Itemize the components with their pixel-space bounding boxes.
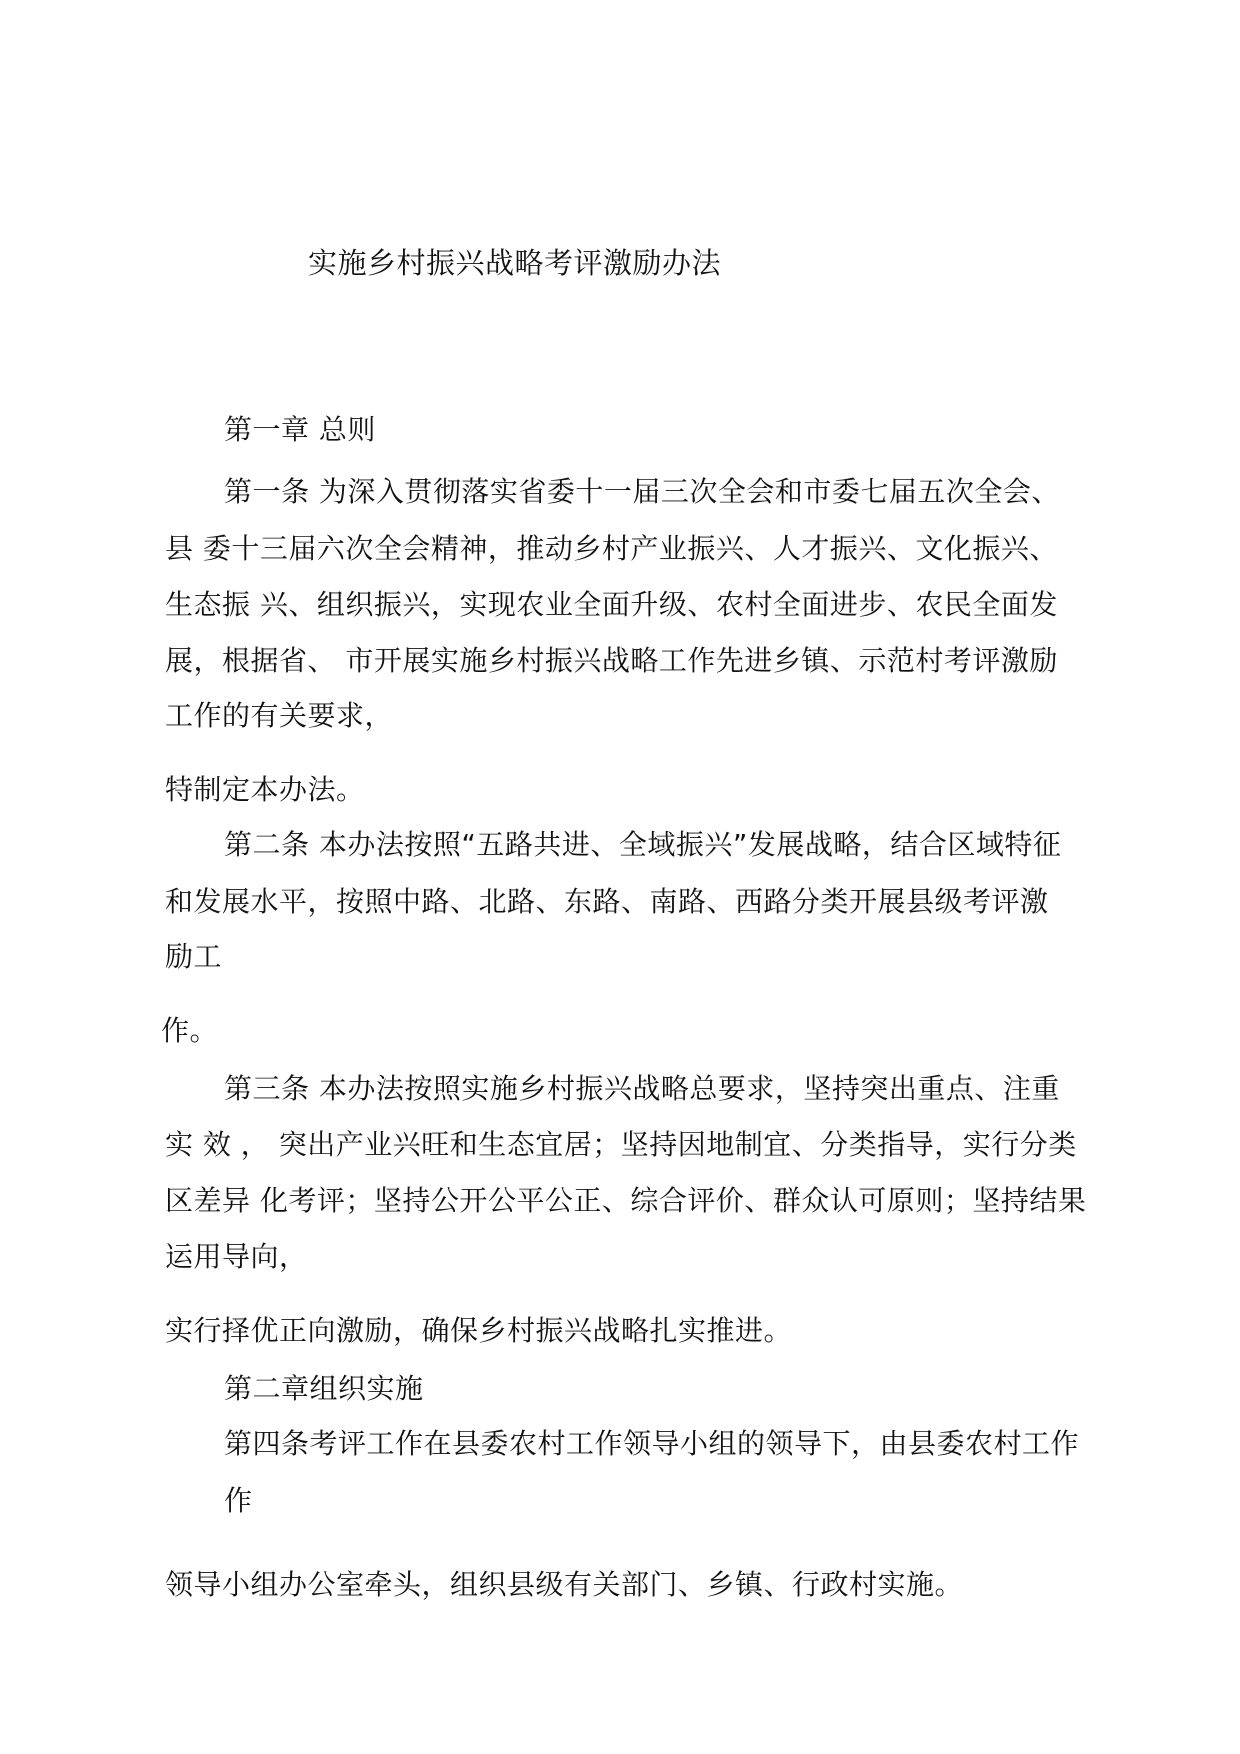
chapter-2-heading: 第二章组织实施 [224, 1372, 424, 1405]
paragraph-line: 和发展水平，按照中路、北路、东路、南路、西路分类开展县级考评激 [165, 885, 1049, 918]
paragraph-line: 区差异 化考评；坚持公开公平公正、综合评价、群众认可原则；坚持结果 [165, 1184, 1087, 1217]
paragraph-line: 运用导向， [165, 1240, 308, 1273]
paragraph-line: 作 [224, 1484, 253, 1517]
paragraph-line: 特制定本办法。 [165, 773, 365, 806]
paragraph-line: 工作的有关要求， [165, 699, 394, 732]
paragraph-line: 实 效 ， 突出产业兴旺和生态宜居；坚持因地制宜、分类指导，实行分类 [165, 1128, 1077, 1161]
paragraph-line: 第四条考评工作在县委农村工作领导小组的领导下，由县委农村工作 [224, 1427, 1080, 1460]
paragraph-line: 第一条 为深入贯彻落实省委十一届三次全会和市委七届五次全会、 [224, 475, 1060, 508]
document-title: 实施乡村振兴战略考评激励办法 [308, 246, 722, 280]
chapter-1-heading: 第一章 总则 [224, 413, 376, 446]
paragraph-line: 县 委十三届六次全会精神，推动乡村产业振兴、人才振兴、文化振兴、 [165, 532, 1058, 565]
paragraph-line: 励工 [165, 940, 223, 973]
paragraph-line: 生态振 兴、组织振兴，实现农业全面升级、农村全面进步、农民全面发 [165, 588, 1058, 621]
paragraph-line: 作。 [161, 1014, 219, 1047]
paragraph-line: 领导小组办公室牵头，组织县级有关部门、乡镇、行政村实施。 [165, 1568, 964, 1601]
paragraph-line: 实行择优正向激励，确保乡村振兴战略扎实推进。 [165, 1314, 793, 1347]
paragraph-line: 展，根据省、 市开展实施乡村振兴战略工作先进乡镇、示范村考评激励 [165, 644, 1058, 677]
paragraph-line: 第二条 本办法按照“五路共进、全域振兴”发展战略，结合区域特征 [224, 828, 1062, 861]
paragraph-line: 第三条 本办法按照实施乡村振兴战略总要求，坚持突出重点、注重 [224, 1072, 1060, 1105]
